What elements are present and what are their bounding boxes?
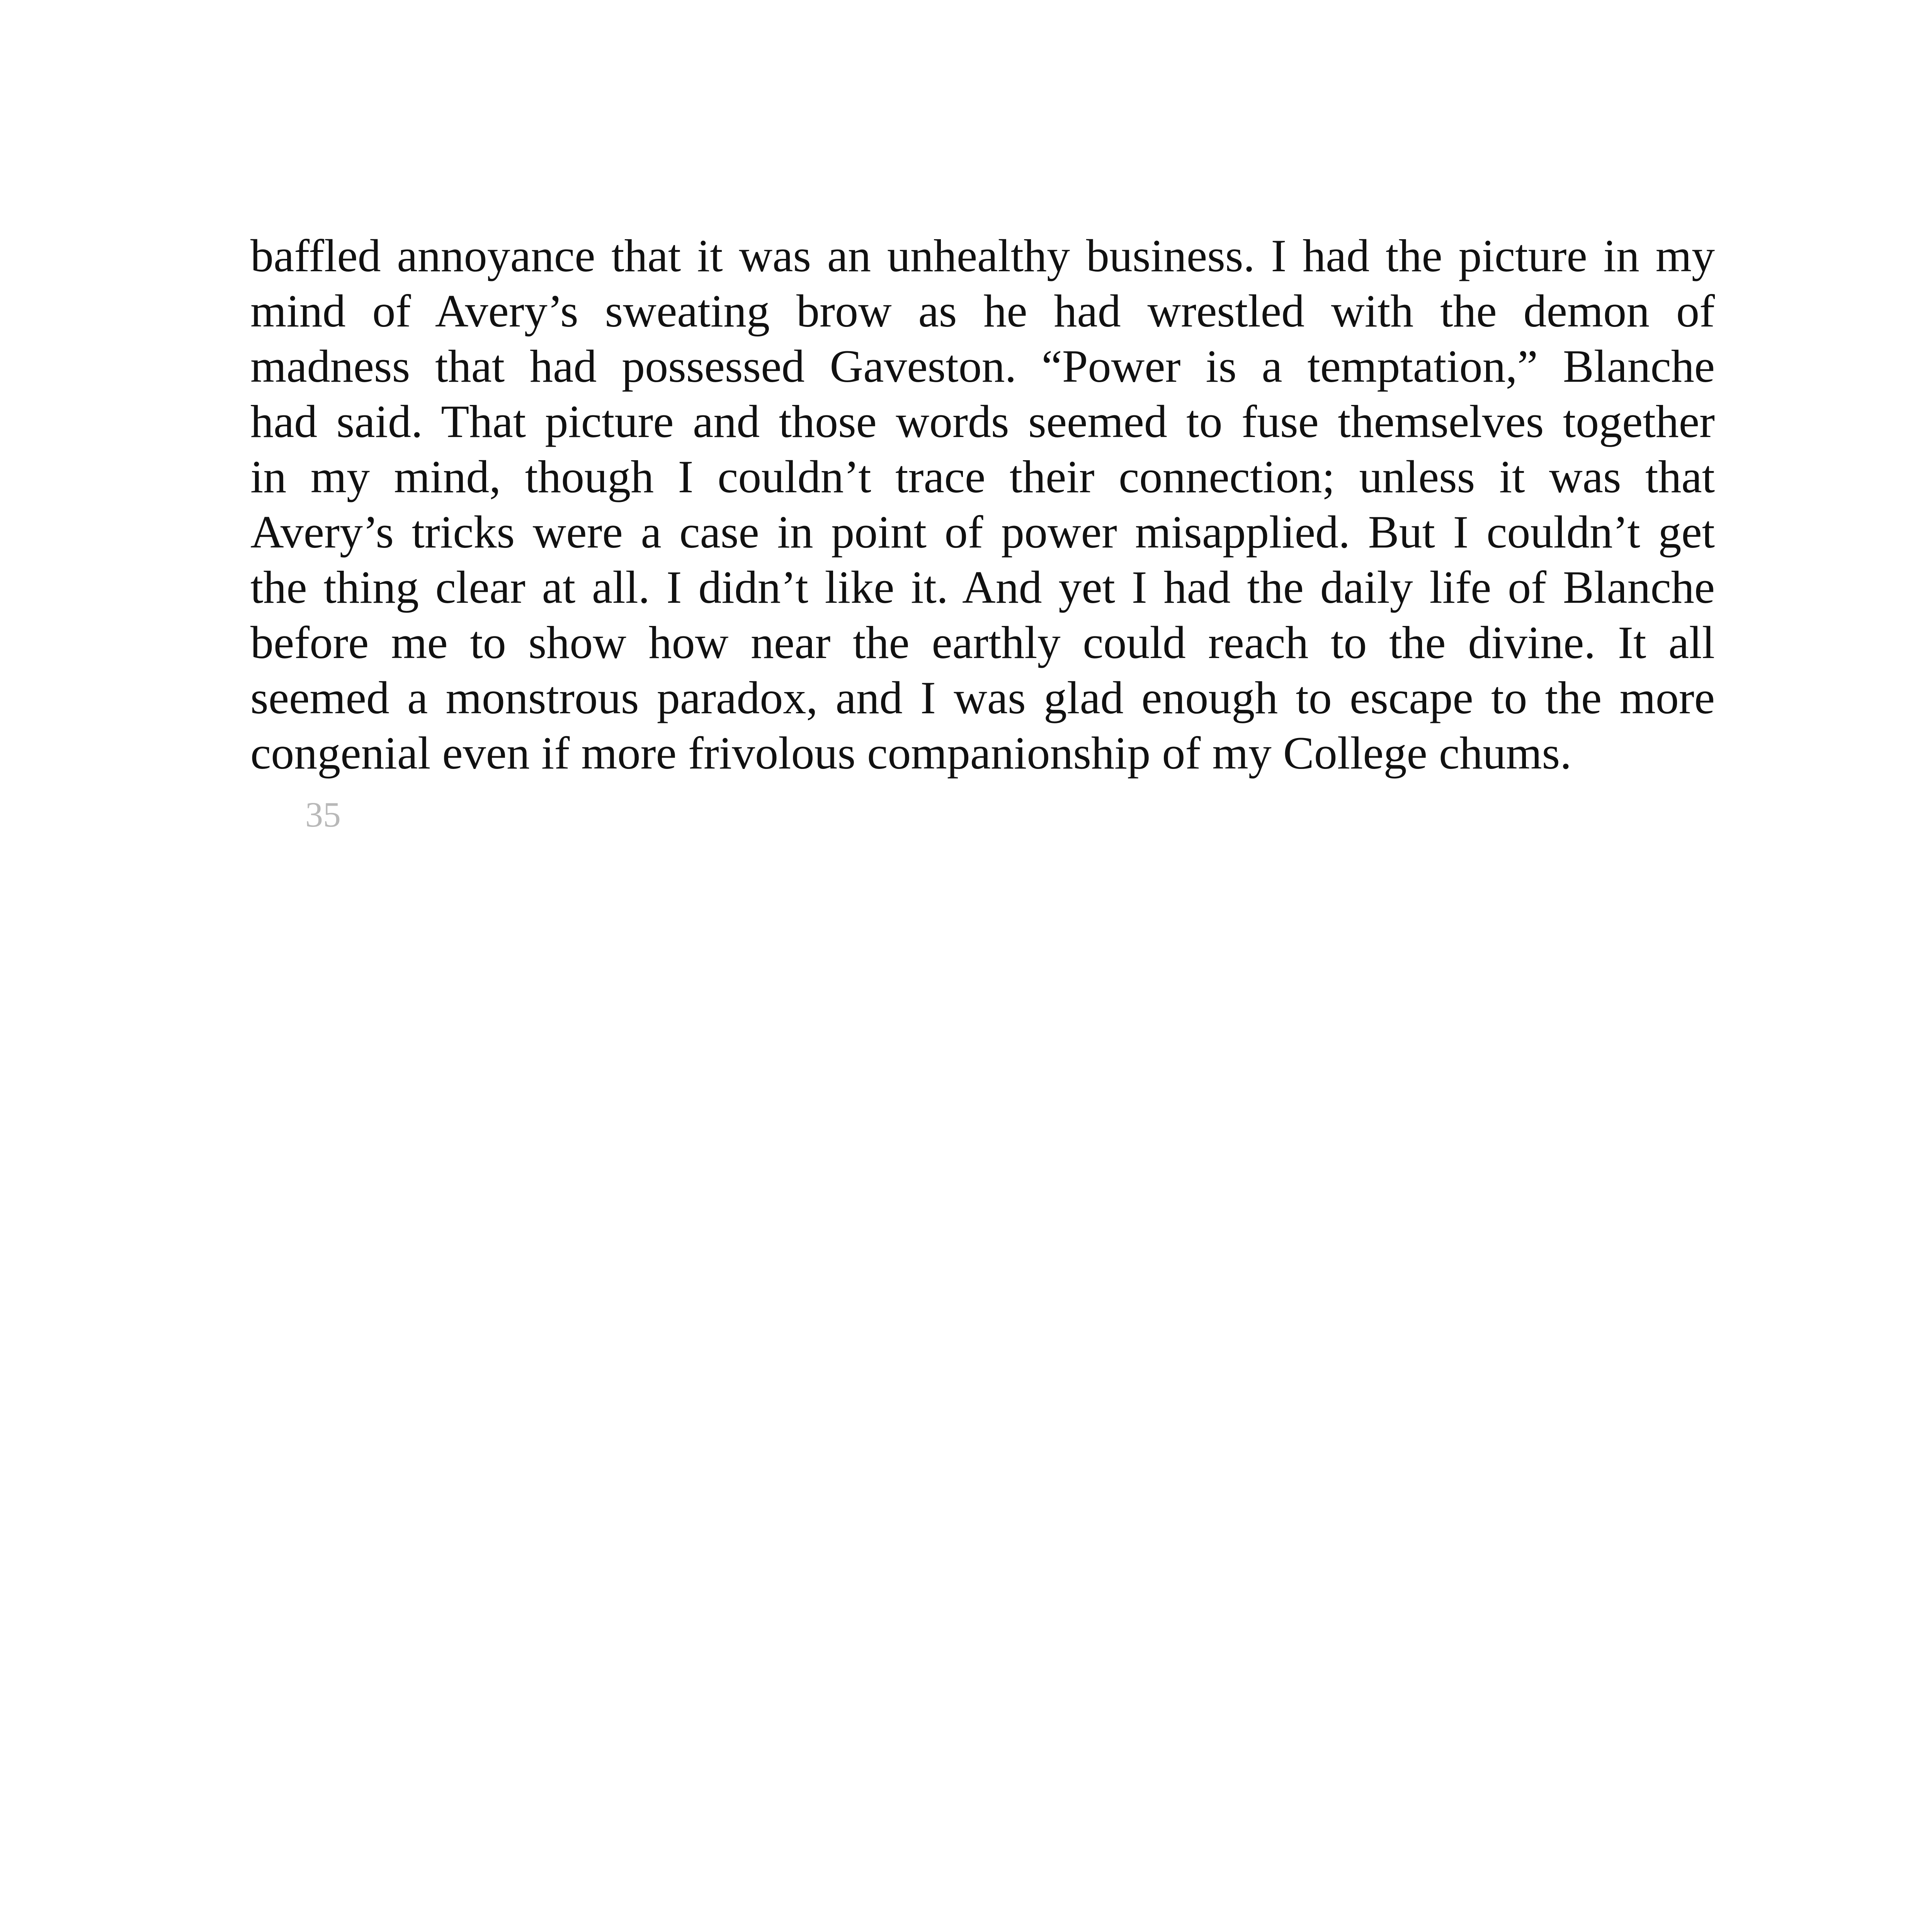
text-line: congenial even if more frivolous companionship of my College chums. xyxy=(250,727,1572,779)
text-line: had said. That picture and those words seemed to fuse themselves together xyxy=(250,396,1715,447)
text-line: the thing clear at all. I didn’t like it. And yet I had the daily life of Blanche xyxy=(250,561,1715,613)
text-line: mind of Avery’s sweating brow as he had wrestled with the demon of xyxy=(250,285,1715,337)
text-line: seemed a monstrous paradox, and I was glad enough to escape to the more xyxy=(250,672,1715,723)
text-line: madness that had possessed Gaveston. “Power is a temptation,” Blanche xyxy=(250,340,1715,392)
text-line: Avery’s tricks were a case in point of power misapplied. But I couldn’t get xyxy=(250,506,1715,558)
text-line: in my mind, though I couldn’t trace their connection; unless it was that xyxy=(250,451,1715,502)
text-line: before me to show how near the earthly could reach to the divine. It all xyxy=(250,617,1715,668)
page-number: 35 xyxy=(305,795,341,834)
body-paragraph xyxy=(250,228,1715,781)
text-line: baffled annoyance that it was an unhealthy business. I had the picture in my xyxy=(250,230,1715,281)
